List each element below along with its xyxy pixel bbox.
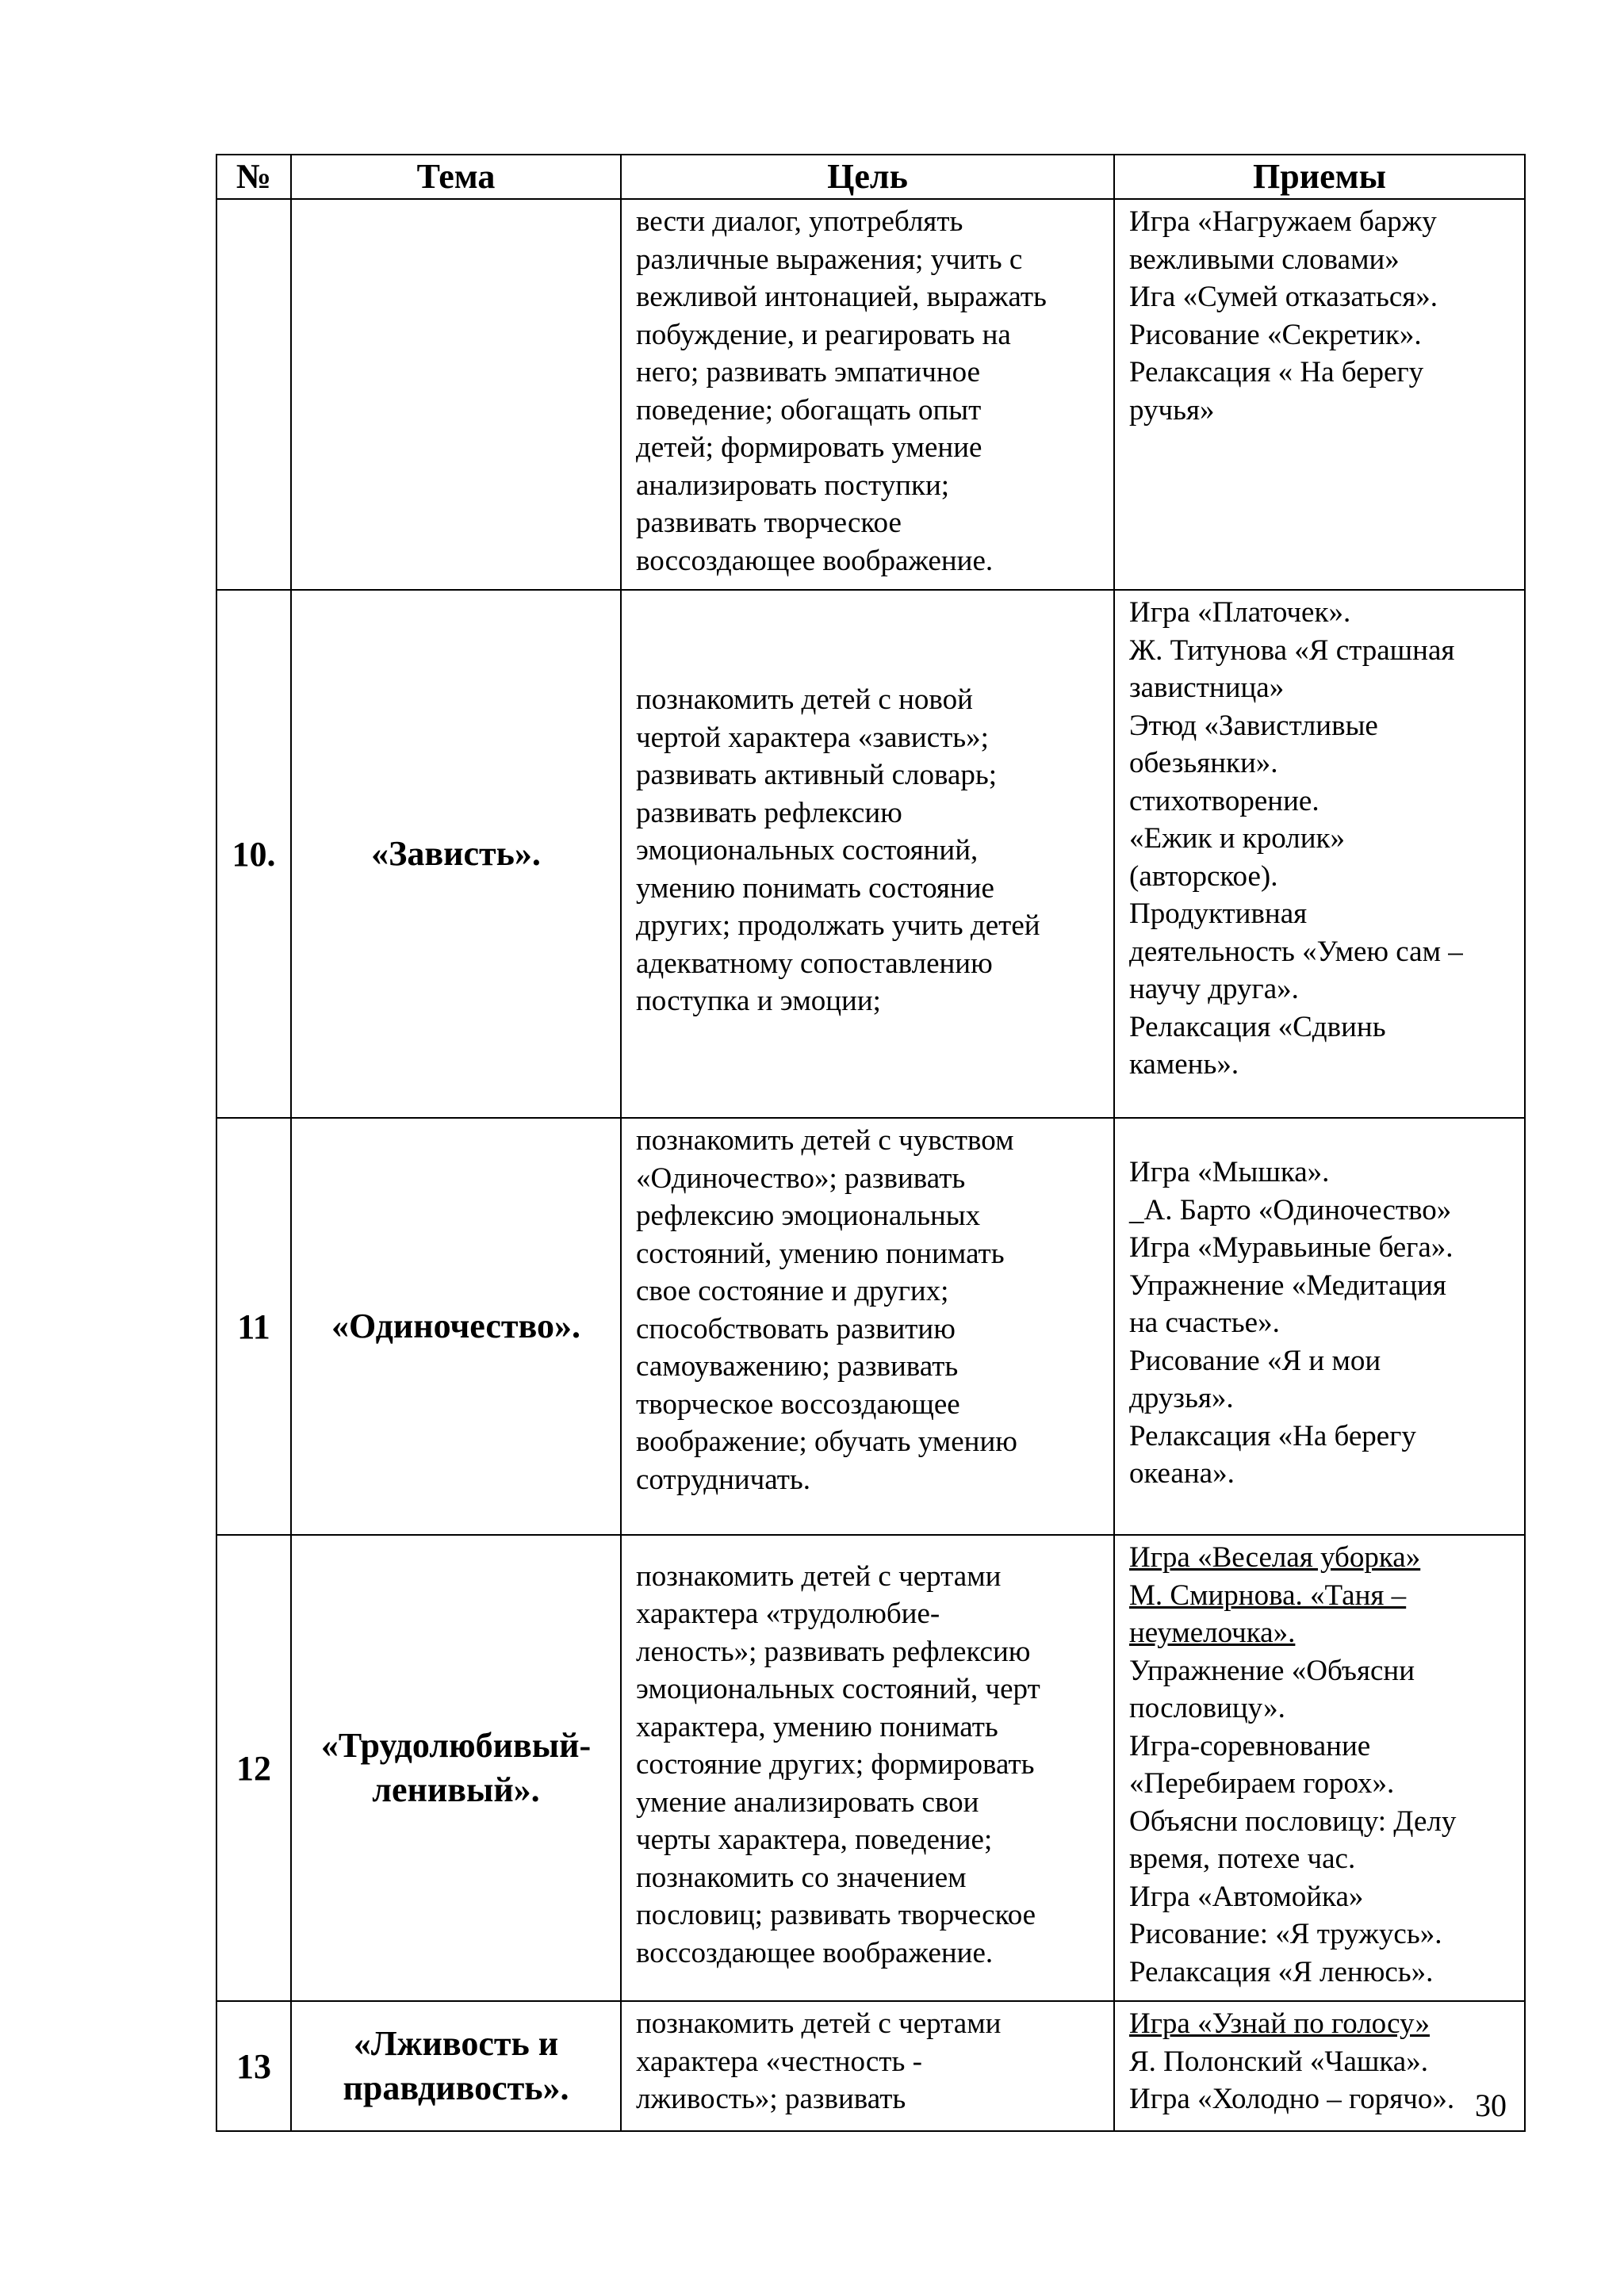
row-theme	[291, 590, 621, 1118]
goal-line: рефлексию эмоциональных	[636, 1200, 981, 1232]
goal-line: него; развивать эмпатичное	[636, 356, 981, 388]
technique-line: Игра «Муравьиные бега».	[1129, 1231, 1454, 1265]
goal-line: чертой характера «зависть»;	[636, 721, 989, 754]
technique-line: ручья»	[1129, 393, 1215, 427]
row-goal	[621, 199, 1114, 590]
goal-line: сотрудничать.	[636, 1463, 811, 1496]
technique-line: Рисование «Секретик».	[1129, 318, 1422, 351]
technique-line: научу друга».	[1129, 973, 1299, 1005]
technique-line: Упражнение «Объясни	[1129, 1654, 1415, 1687]
goal-line: развивать творческое	[636, 507, 902, 539]
goal-line: воображение; обучать умению	[636, 1425, 1017, 1458]
technique-line: пословицу».	[1129, 1692, 1285, 1724]
technique-line: Игра «Холодно – горячо».	[1129, 2083, 1455, 2115]
technique-line: Этюд «Завистливые	[1129, 709, 1378, 742]
goal-line: леность»; развивать рефлексию	[636, 1635, 1031, 1668]
goal-line: поведение; обогащать опыт	[636, 393, 982, 427]
technique-line: Рисование: «Я тружусь».	[1129, 1918, 1442, 1950]
goal-line: лживость»; развивать	[636, 2083, 906, 2115]
technique-line: Игра «Автомойка»	[1129, 1880, 1364, 1913]
goal-line: адекватному сопоставлению	[636, 947, 993, 980]
technique-line: Упражнение «Медитация	[1129, 1269, 1446, 1302]
technique-line: на счастье».	[1129, 1307, 1280, 1340]
goal-line: воссоздающее воображение.	[636, 544, 994, 577]
page-number: 30	[1475, 2087, 1507, 2123]
row-techniques	[1114, 199, 1525, 590]
theme-line: «Зависть».	[371, 834, 541, 873]
technique-line: Ига «Сумей отказаться».	[1129, 281, 1438, 313]
row-techniques	[1114, 2001, 1525, 2131]
technique-line: Рисование «Я и мои	[1129, 1344, 1381, 1377]
table-row	[216, 590, 1525, 1118]
technique-line: время, потехе час.	[1129, 1843, 1356, 1875]
goal-line: характера, умению понимать	[636, 1710, 998, 1743]
lesson-plan-table	[216, 154, 1526, 2132]
goal-line: характера «честность -	[636, 2045, 922, 2078]
row-theme	[291, 1535, 621, 2001]
technique-line: Ж. Титунова «Я страшная	[1129, 633, 1455, 667]
goal-line: анализировать поступки;	[636, 469, 950, 502]
technique-line: неумелочка».	[1129, 1617, 1296, 1649]
theme-line: правдивость».	[343, 2068, 569, 2107]
goal-line: самоуважению; развивать	[636, 1350, 959, 1383]
goal-line: познакомить со значением	[636, 1861, 967, 1894]
technique-line: друзья».	[1129, 1382, 1234, 1415]
goal-line: развивать активный словарь;	[636, 759, 998, 792]
table-row	[216, 2001, 1525, 2131]
technique-line: деятельность «Умею сам –	[1129, 935, 1463, 968]
header-techniques: Приемы	[1114, 155, 1525, 199]
technique-line: камень».	[1129, 1048, 1239, 1081]
theme-line: «Лживость и	[353, 2024, 559, 2063]
table-header-row	[216, 155, 1525, 199]
row-number: 12	[216, 1535, 291, 2001]
goal-line: творческое воссоздающее	[636, 1387, 960, 1421]
goal-line: эмоциональных состояний,	[636, 834, 979, 867]
goal-line: характера «трудолюбие-	[636, 1598, 940, 1631]
technique-line: Я. Полонский «Чашка».	[1129, 2045, 1428, 2078]
theme-line: «Одиночество».	[331, 1307, 580, 1345]
technique-line: М. Смирнова. «Таня –	[1129, 1578, 1407, 1612]
row-techniques	[1114, 1535, 1525, 2001]
row-techniques	[1114, 1118, 1525, 1535]
technique-line: завистница»	[1129, 672, 1285, 704]
row-theme	[291, 2001, 621, 2131]
technique-line: обезьянки».	[1129, 747, 1278, 779]
technique-line: вежливыми словами»	[1129, 243, 1400, 276]
row-theme	[291, 1118, 621, 1535]
goal-line: познакомить детей с новой	[636, 683, 973, 717]
technique-line: Релаксация «Я ленюсь».	[1129, 1955, 1434, 1988]
goal-line: состояние других; формировать	[636, 1748, 1035, 1781]
technique-line: _А. Барто «Одиночество»	[1129, 1193, 1452, 1226]
technique-line: Игра-соревнование	[1129, 1729, 1371, 1762]
technique-line: стихотворение.	[1129, 784, 1320, 817]
goal-line: поступка и эмоции;	[636, 985, 881, 1018]
row-goal	[621, 590, 1114, 1118]
goal-line: черты характера, поведение;	[636, 1823, 993, 1857]
goal-line: побуждение, и реагировать на	[636, 318, 1011, 351]
theme-line: «Трудолюбивый-	[320, 1726, 592, 1765]
goal-line: познакомить детей с чувством	[636, 1124, 1014, 1157]
row-number: 10.	[216, 590, 291, 1118]
technique-line: Игра «Веселая уборка»	[1129, 1541, 1421, 1574]
technique-line: Объясни пословицу: Делу	[1129, 1804, 1457, 1838]
technique-line: океана».	[1129, 1457, 1235, 1490]
goal-line: различные выражения; учить с	[636, 243, 1023, 276]
goal-line: вести диалог, употреблять	[636, 205, 963, 238]
goal-line: эмоциональных состояний, черт	[636, 1673, 1040, 1706]
goal-line: умению понимать состояние	[636, 871, 994, 905]
table-row	[216, 1535, 1525, 2001]
goal-line: других; продолжать учить детей	[636, 909, 1040, 943]
goal-line: «Одиночество»; развивать	[636, 1161, 966, 1195]
goal-line: развивать рефлексию	[636, 796, 902, 829]
header-goal: Цель	[621, 155, 1114, 199]
technique-line: Игра «Узнай по голосу»	[1129, 2007, 1430, 2040]
technique-line: Релаксация «Сдвинь	[1129, 1010, 1386, 1043]
technique-line: «Ежик и кролик»	[1129, 822, 1345, 855]
row-goal	[621, 1118, 1114, 1535]
row-number: 13	[216, 2001, 291, 2131]
goal-line: пословиц; развивать творческое	[636, 1899, 1036, 1932]
row-number	[216, 199, 291, 590]
goal-line: вежливой интонацией, выражать	[636, 281, 1047, 313]
header-theme: Тема	[291, 155, 621, 199]
row-theme	[291, 199, 621, 590]
goal-line: познакомить детей с чертами	[636, 1559, 1002, 1593]
row-goal	[621, 1535, 1114, 2001]
theme-line: ленивый».	[372, 1770, 540, 1809]
goal-line: познакомить детей с чертами	[636, 2007, 1002, 2040]
technique-line: Игра «Платочек».	[1129, 596, 1351, 629]
technique-line: (авторское).	[1129, 859, 1278, 893]
technique-line: Релаксация «На берегу	[1129, 1419, 1416, 1452]
goal-line: воссоздающее воображение.	[636, 1936, 994, 1969]
header-number: №	[216, 155, 291, 199]
technique-line: «Перебираем горох».	[1129, 1767, 1395, 1800]
goal-line: свое состояние и других;	[636, 1275, 949, 1307]
row-goal	[621, 2001, 1114, 2131]
row-techniques	[1114, 590, 1525, 1118]
technique-line: Игра «Мышка».	[1129, 1156, 1330, 1189]
technique-line: Игра «Нагружаем баржу	[1129, 205, 1437, 238]
technique-line: Релаксация « На берегу	[1129, 356, 1424, 388]
goal-line: состояний, умению понимать	[636, 1237, 1005, 1270]
goal-line: способствовать развитию	[636, 1312, 956, 1345]
goal-line: умение анализировать свои	[636, 1785, 979, 1819]
table-row	[216, 199, 1525, 590]
row-number: 11	[216, 1118, 291, 1535]
goal-line: детей; формировать умение	[636, 431, 982, 464]
technique-line: Продуктивная	[1129, 897, 1308, 930]
table-row	[216, 1118, 1525, 1535]
